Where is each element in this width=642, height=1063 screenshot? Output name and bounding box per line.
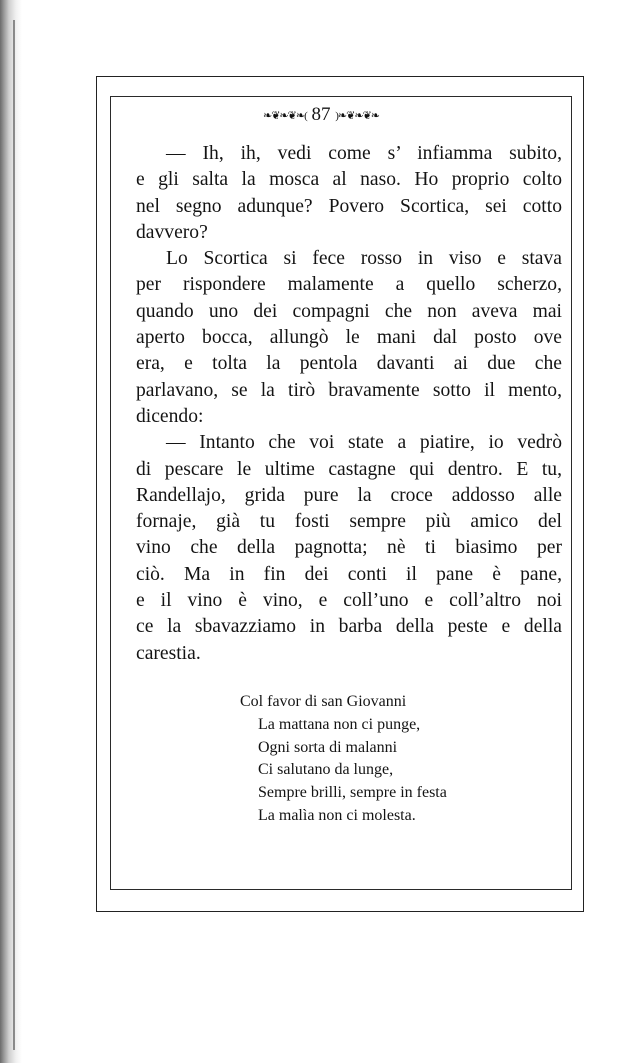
prose-line: davvero? bbox=[136, 221, 208, 243]
poem-line: La mattana non ci punge, bbox=[258, 715, 421, 733]
page-number: 87 bbox=[311, 104, 331, 125]
ornament-left: ❧❦❧❦❧( bbox=[263, 109, 307, 122]
page-binding-edge bbox=[0, 0, 22, 1063]
prose-line: Lo Scortica si fece rosso in viso e stava bbox=[166, 248, 562, 270]
prose-line: di pescare le ultime castagne qui dentro. E tu, bbox=[136, 458, 562, 480]
ornament-right: )❧❦❧❦❧ bbox=[335, 109, 379, 122]
page-header bbox=[0, 103, 642, 128]
prose-line: — Intanto che voi state a piatire, io vedrò bbox=[166, 432, 562, 454]
prose-line: e gli salta la mosca al naso. Ho proprio colto bbox=[136, 169, 562, 191]
poem-line: Col favor di san Giovanni bbox=[240, 693, 407, 710]
prose-line: carestia. bbox=[136, 642, 201, 664]
prose-line: Randellajo, grida pure la croce addosso alle bbox=[136, 484, 562, 506]
prose-line: e il vino è vino, e coll’uno e coll’altro noi bbox=[136, 590, 562, 612]
prose-line: dicendo: bbox=[136, 405, 204, 427]
prose-line: parlavano, se la tirò bravamente sotto il mento, bbox=[136, 379, 562, 401]
prose-body bbox=[136, 141, 562, 667]
prose-line: era, e tolta la pentola davanti ai due che bbox=[136, 353, 562, 375]
prose-line: aperto bocca, allungò le mani dal posto ove bbox=[136, 327, 562, 349]
prose-line: per rispondere malamente a quello scherzo, bbox=[136, 274, 562, 296]
prose-line: ciò. Ma in fin dei conti il pane è pane, bbox=[136, 563, 562, 585]
poem-stanza bbox=[240, 691, 560, 828]
prose-line: — Ih, ih, vedi come s’ infiamma subito, bbox=[166, 143, 562, 164]
prose-line: ce la sbavazziamo in barba della peste e della bbox=[136, 616, 562, 638]
prose-line: vino che della pagnotta; nè ti biasimo per bbox=[136, 537, 562, 559]
poem-line: Sempre brilli, sempre in festa bbox=[258, 784, 447, 802]
prose-line: fornaje, già tu fosti sempre più amico del bbox=[136, 511, 562, 533]
prose-line: quando uno dei compagni che non aveva mai bbox=[136, 300, 562, 322]
prose-line: nel segno adunque? Povero Scortica, sei cotto bbox=[136, 195, 562, 217]
poem-line: Ogni sorta di malanni bbox=[258, 738, 398, 756]
binding-crease bbox=[13, 20, 15, 1050]
poem-line: La malìa non ci molesta. bbox=[258, 806, 416, 824]
poem-line: Ci salutano da lunge, bbox=[258, 761, 394, 779]
